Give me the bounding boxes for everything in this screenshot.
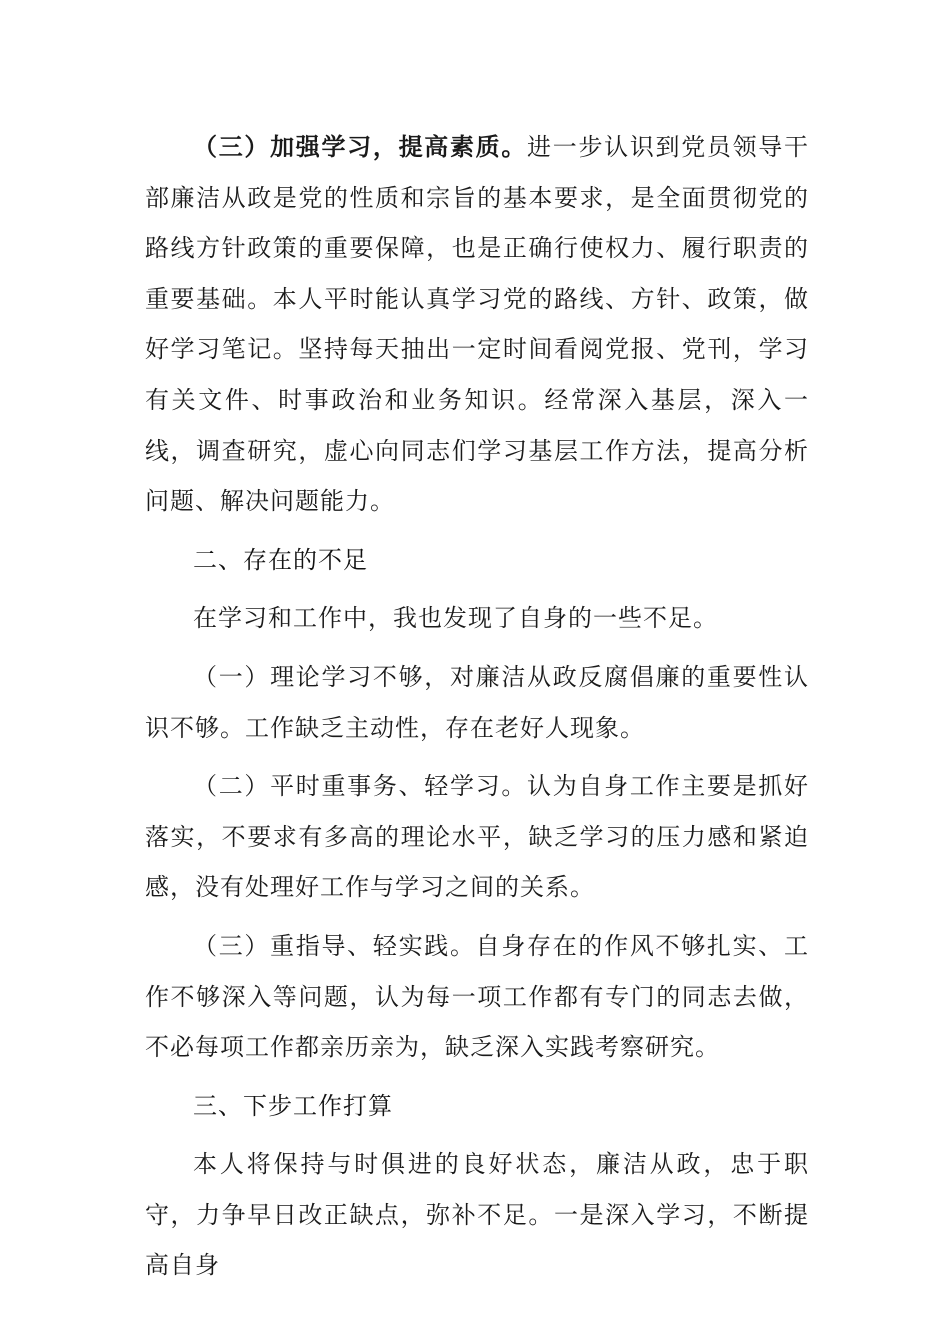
paragraph-shortcoming-3: （三）重指导、轻实践。自身存在的作风不够扎实、工作不够深入等问题，认为每一项工作都有专门的同志去做，不必每项工作都亲历亲为，缺乏深入实践考察研究。 [145,931,809,1062]
paragraph-shortcoming-1: （一）理论学习不够，对廉洁从政反腐倡廉的重要性认识不够。工作缺乏主动性，存在老好人现象。 [145,662,809,742]
paragraph-next-steps: 本人将保持与时俱进的良好状态，廉洁从政，忠于职守，力争早日改正缺点，弥补不足。一是深入学习，不断提高自身 [145,1150,809,1280]
paragraph-shortcoming-2: （二）平时重事务、轻学习。认为自身工作主要是抓好落实，不要求有多高的理论水平，缺乏学习的压力感和紧迫感，没有处理好工作与学习之间的关系。 [145,772,809,902]
paragraph-shortcomings-intro: 在学习和工作中，我也发现了自身的一些不足。 [193,604,718,633]
paragraph-strengthen-learning [145,122,809,527]
section-heading-next-steps: 三、下步工作打算 [193,1091,393,1120]
section-heading-shortcomings: 二、存在的不足 [193,545,368,574]
paragraph-text: 进一步认识到党员领导干部廉洁从政是党的性质和宗旨的基本要求，是全面贯彻党的路线方针政策的重要保障，也是正确行使权力、履行职责的重要基础。本人平时能认真学习党的路线、方针、政策，做好学习笔记。坚持每天抽出一定时间看阅党报、党刊，学习有关文件、时事政治和业务知识。经常深入基层，深入一线，调查研究，虚心向同志们学习基层工作方法，提高分析问题、解决问题能力。 [145,133,810,516]
document-body [145,122,809,1291]
paragraph-lead: （三）加强学习，提高素质。 [193,132,528,161]
